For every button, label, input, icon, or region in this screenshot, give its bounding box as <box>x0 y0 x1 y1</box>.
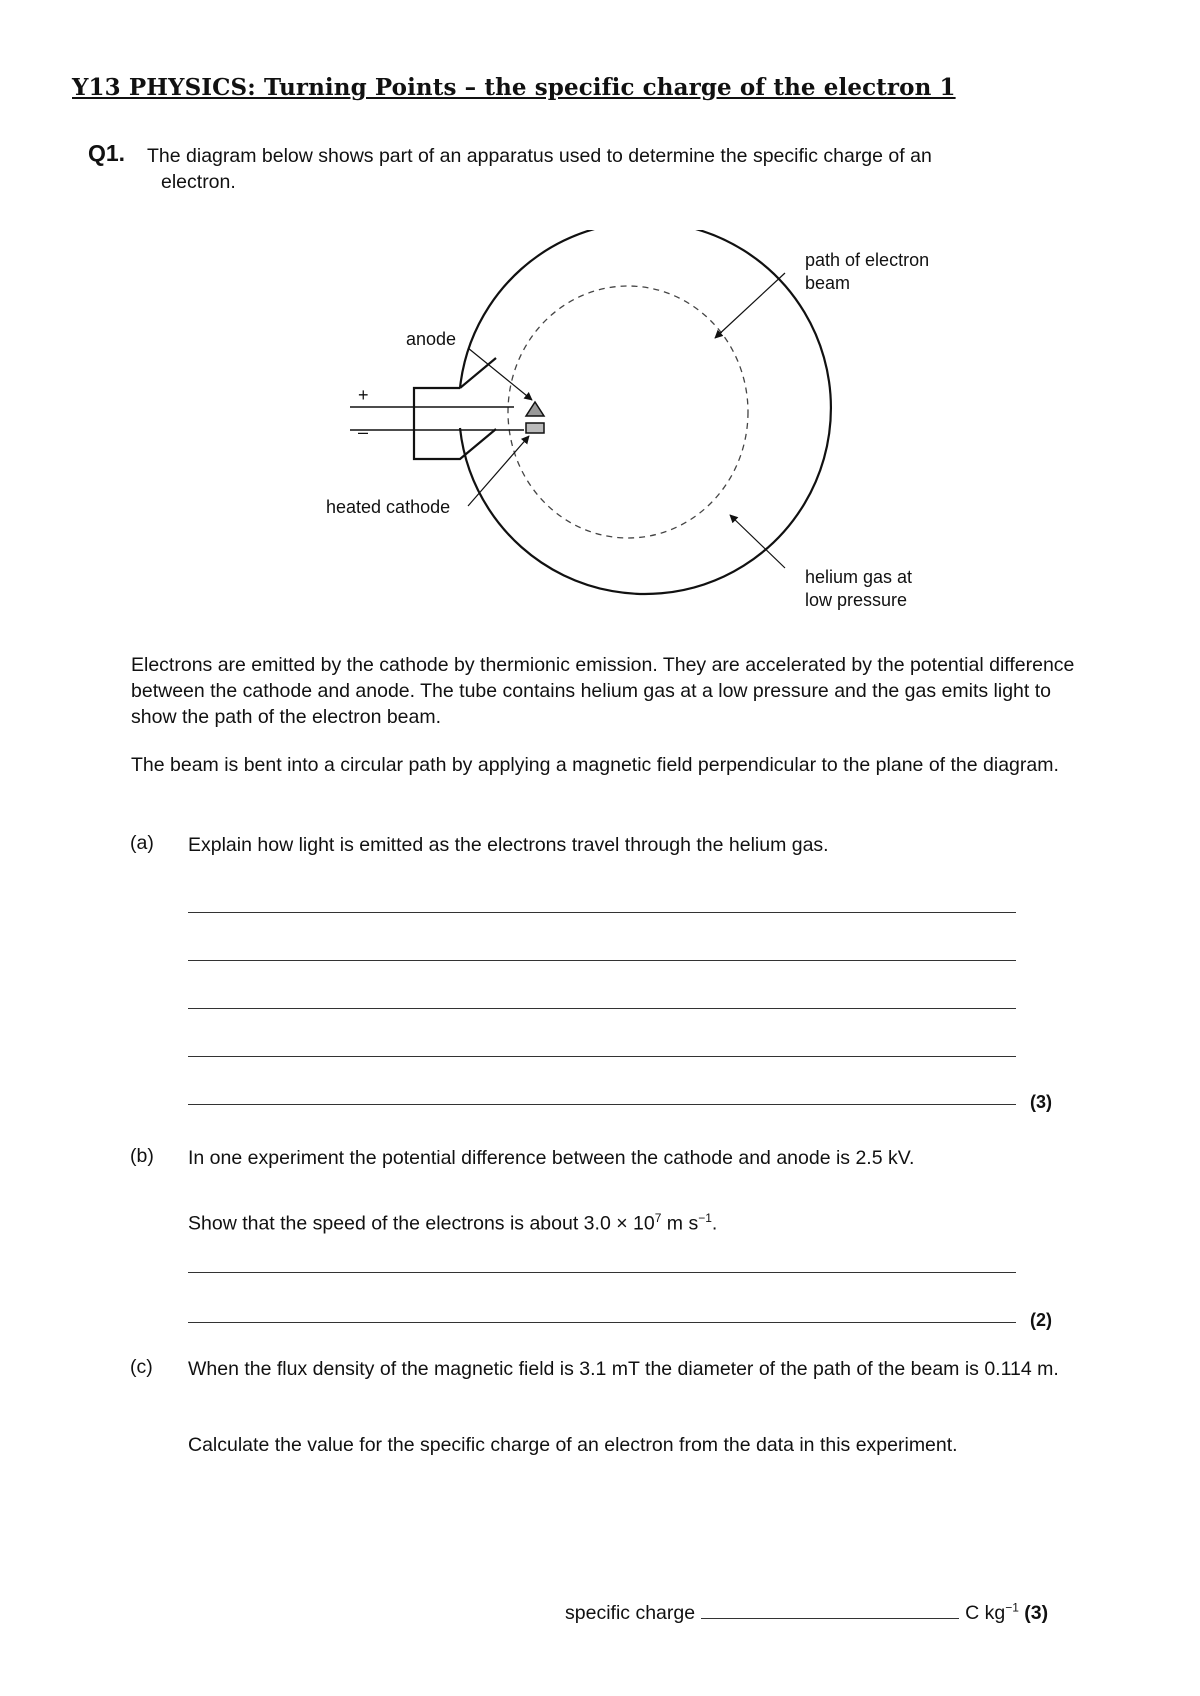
question-intro <box>147 143 1087 195</box>
part-a-marks: (3) <box>1030 1092 1052 1112</box>
answer-line[interactable] <box>188 1056 1016 1057</box>
label-helium-1: helium gas at <box>805 567 913 587</box>
part-b-label: (b) <box>130 1145 154 1167</box>
label-cathode: heated cathode <box>326 497 451 517</box>
part-c-text: When the flux density of the magnetic field is 3.1 mT the diameter of the path of the beam is 0.114 m. <box>188 1358 1059 1380</box>
answer-unit-exp: −1 <box>1005 1600 1019 1615</box>
paragraph-magnetic-field: The beam is bent into a circular path by applying a magnetic field perpendicular to the plane of the diagram. <box>131 754 1059 776</box>
part-a-label: (a) <box>130 832 154 854</box>
answer-unit: C kg <box>965 1602 1006 1624</box>
apparatus-diagram <box>300 230 960 630</box>
paragraph-emission: Electrons are emitted by the cathode by thermionic emission. They are accelerated by the potential difference between the cathode and anode. The tube contains helium gas at a low pressure and the gas emits light to show the path of the electron beam. <box>131 654 1075 728</box>
label-anode: anode <box>406 329 457 349</box>
part-b-text-2: Show that the speed of the electrons is about $3.0 \times 10^7$ m $s^{-1}$. <box>188 1211 718 1235</box>
answer-line[interactable] <box>188 1104 1016 1105</box>
question-number: Q1. <box>88 140 126 166</box>
page-title: Y13 PHYSICS: Turning Points – the specific charge of the electron 1 <box>72 74 956 101</box>
label-path-1: path of electron <box>805 250 930 270</box>
anode-icon <box>526 402 544 416</box>
intro-line-2: electron. <box>161 171 236 193</box>
specific-charge-answer <box>565 1600 1048 1625</box>
part-b-marks: (2) <box>1030 1310 1052 1330</box>
label-helium-2: low pressure <box>805 590 908 610</box>
answer-marks: (3) <box>1024 1602 1049 1624</box>
answer-line[interactable] <box>188 912 1016 913</box>
part-c-label: (c) <box>130 1356 153 1378</box>
label-plus: + <box>358 385 369 405</box>
answer-line[interactable] <box>188 960 1016 961</box>
bulb-wall <box>460 230 831 594</box>
answer-line[interactable] <box>188 1322 1016 1323</box>
answer-label: specific charge <box>565 1602 696 1624</box>
answer-line[interactable] <box>188 1008 1016 1009</box>
intro-line-1: The diagram below shows part of an apparatus used to determine the specific charge of an <box>147 145 932 167</box>
part-c-text-2: Calculate the value for the specific charge of an electron from the data in this experiment. <box>188 1434 958 1456</box>
label-path-2: beam <box>805 273 851 293</box>
beam-path <box>508 286 748 538</box>
tube-neck <box>414 388 496 459</box>
answer-blank[interactable] <box>701 1600 959 1619</box>
label-minus: – <box>358 422 369 442</box>
part-a-text: Explain how light is emitted as the electrons travel through the helium gas. <box>188 834 829 856</box>
cathode-icon <box>526 423 544 433</box>
answer-line[interactable] <box>188 1272 1016 1273</box>
part-b-text: In one experiment the potential difference between the cathode and anode is 2.5 kV. <box>188 1147 915 1169</box>
